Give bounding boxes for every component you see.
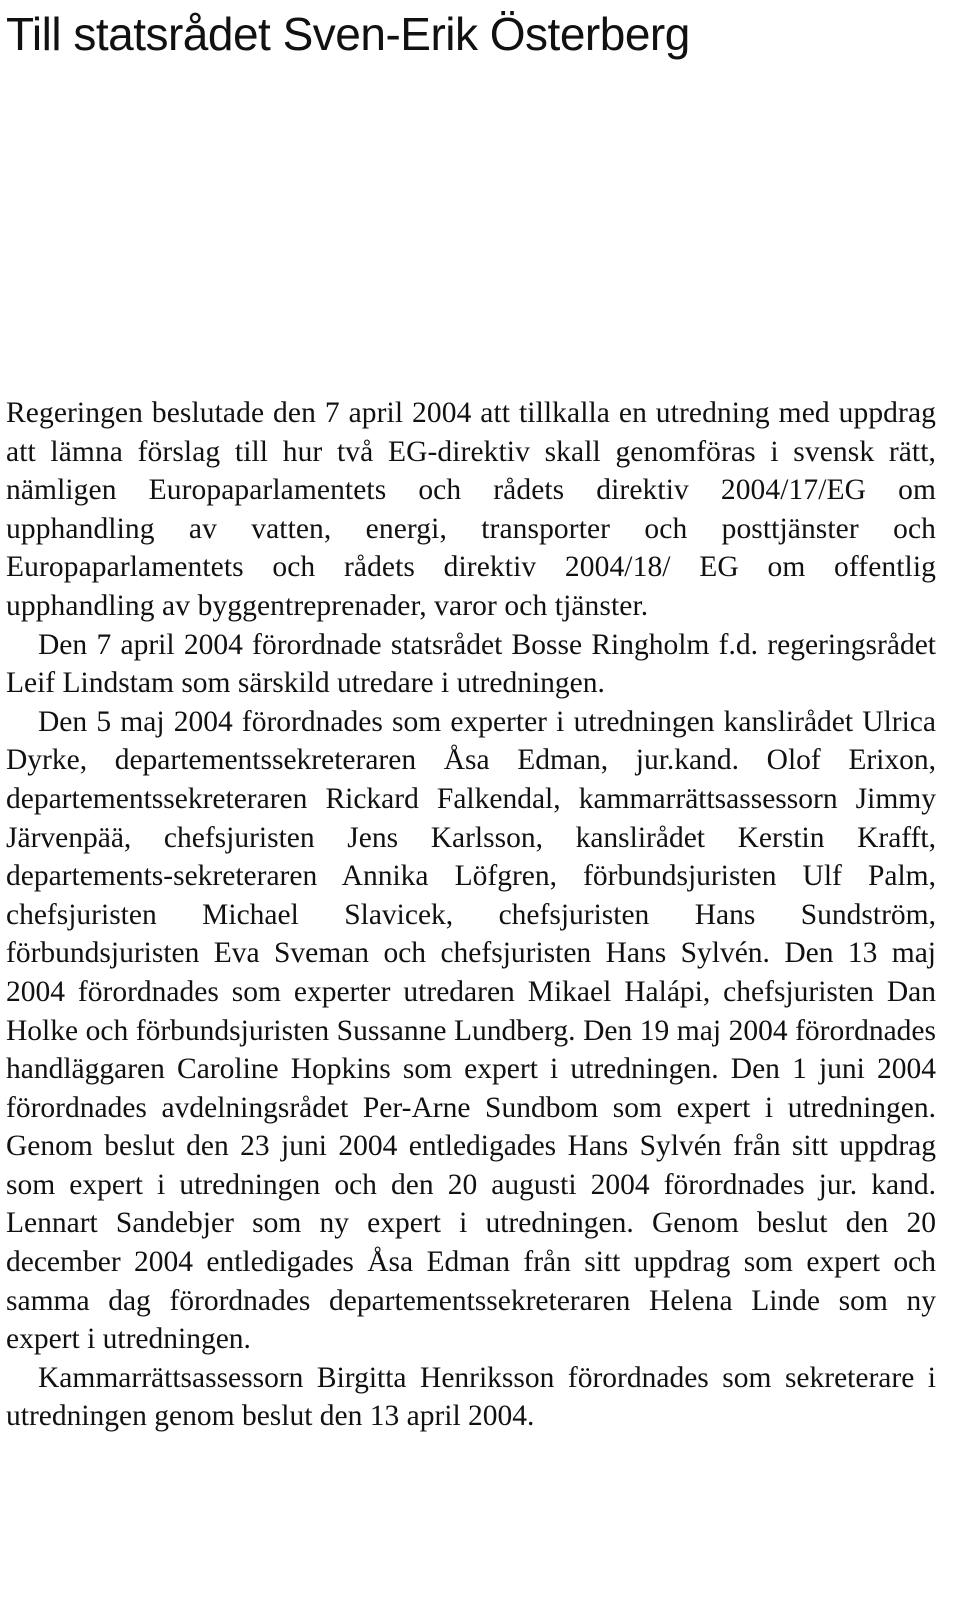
document-body	[6, 394, 936, 1436]
paragraph-1: Regeringen beslutade den 7 april 2004 att tillkalla en utredning med uppdrag att lämna förslag till hur två EG-direktiv skall genomföras i svensk rätt, nämligen Europaparlamentets och rådets direktiv 2004/17/EG om upphandling av vatten, energi, transporter och posttjänster och Europaparlamentets och rådets direktiv 2004/18/ EG om offentlig upphandling av byggentreprenader, varor och tjänster.	[6, 397, 936, 622]
paragraph-3: Den 5 maj 2004 förordnades som experter i utredningen kanslirådet Ulrica Dyrke, departementssekreteraren Åsa Edman, jur.kand. Olof Erixon, departementssekreteraren Rickard Falkendal, kammarrättsassessorn Jimmy Järvenpää, chefsjuristen Jens Karlsson, kanslirådet Kerstin Krafft, departements-sekreteraren Annika Löfgren, förbundsjuristen Ulf Palm, chefsjuristen Michael Slavicek, chefsjuristen Hans Sundström, förbundsjuristen Eva Sveman och chefsjuristen Hans Sylvén. Den 13 maj 2004 förordnades som experter utredaren Mikael Halápi, chefsjuristen Dan Holke och förbundsjuristen Sussanne Lundberg. Den 19 maj 2004 förordnades handläggaren Caroline Hopkins som expert i utredningen. Den 1 juni 2004 förordnades avdelningsrådet Per-Arne Sundbom som expert i utredningen. Genom beslut den 23 juni 2004 entledigades Hans Sylvén från sitt uppdrag som expert i utredningen och den 20 augusti 2004 förordnades jur. kand. Lennart Sandebjer som ny expert i utredningen. Genom beslut den 20 december 2004 entledigades Åsa Edman från sitt uppdrag som expert och samma dag förordnades departementssekreteraren Helena Linde som ny expert i utredningen.	[6, 705, 936, 1356]
paragraph-2: Den 7 april 2004 förordnade statsrådet Bosse Ringholm f.d. regeringsrådet Leif Lindstam som särskild utredare i utredningen.	[6, 628, 936, 700]
paragraph-4: Kammarrättsassessorn Birgitta Henriksson förordnades som sekreterare i utredningen genom beslut den 13 april 2004.	[6, 1361, 936, 1433]
document-title: Till statsrådet Sven-Erik Österberg	[6, 8, 690, 60]
